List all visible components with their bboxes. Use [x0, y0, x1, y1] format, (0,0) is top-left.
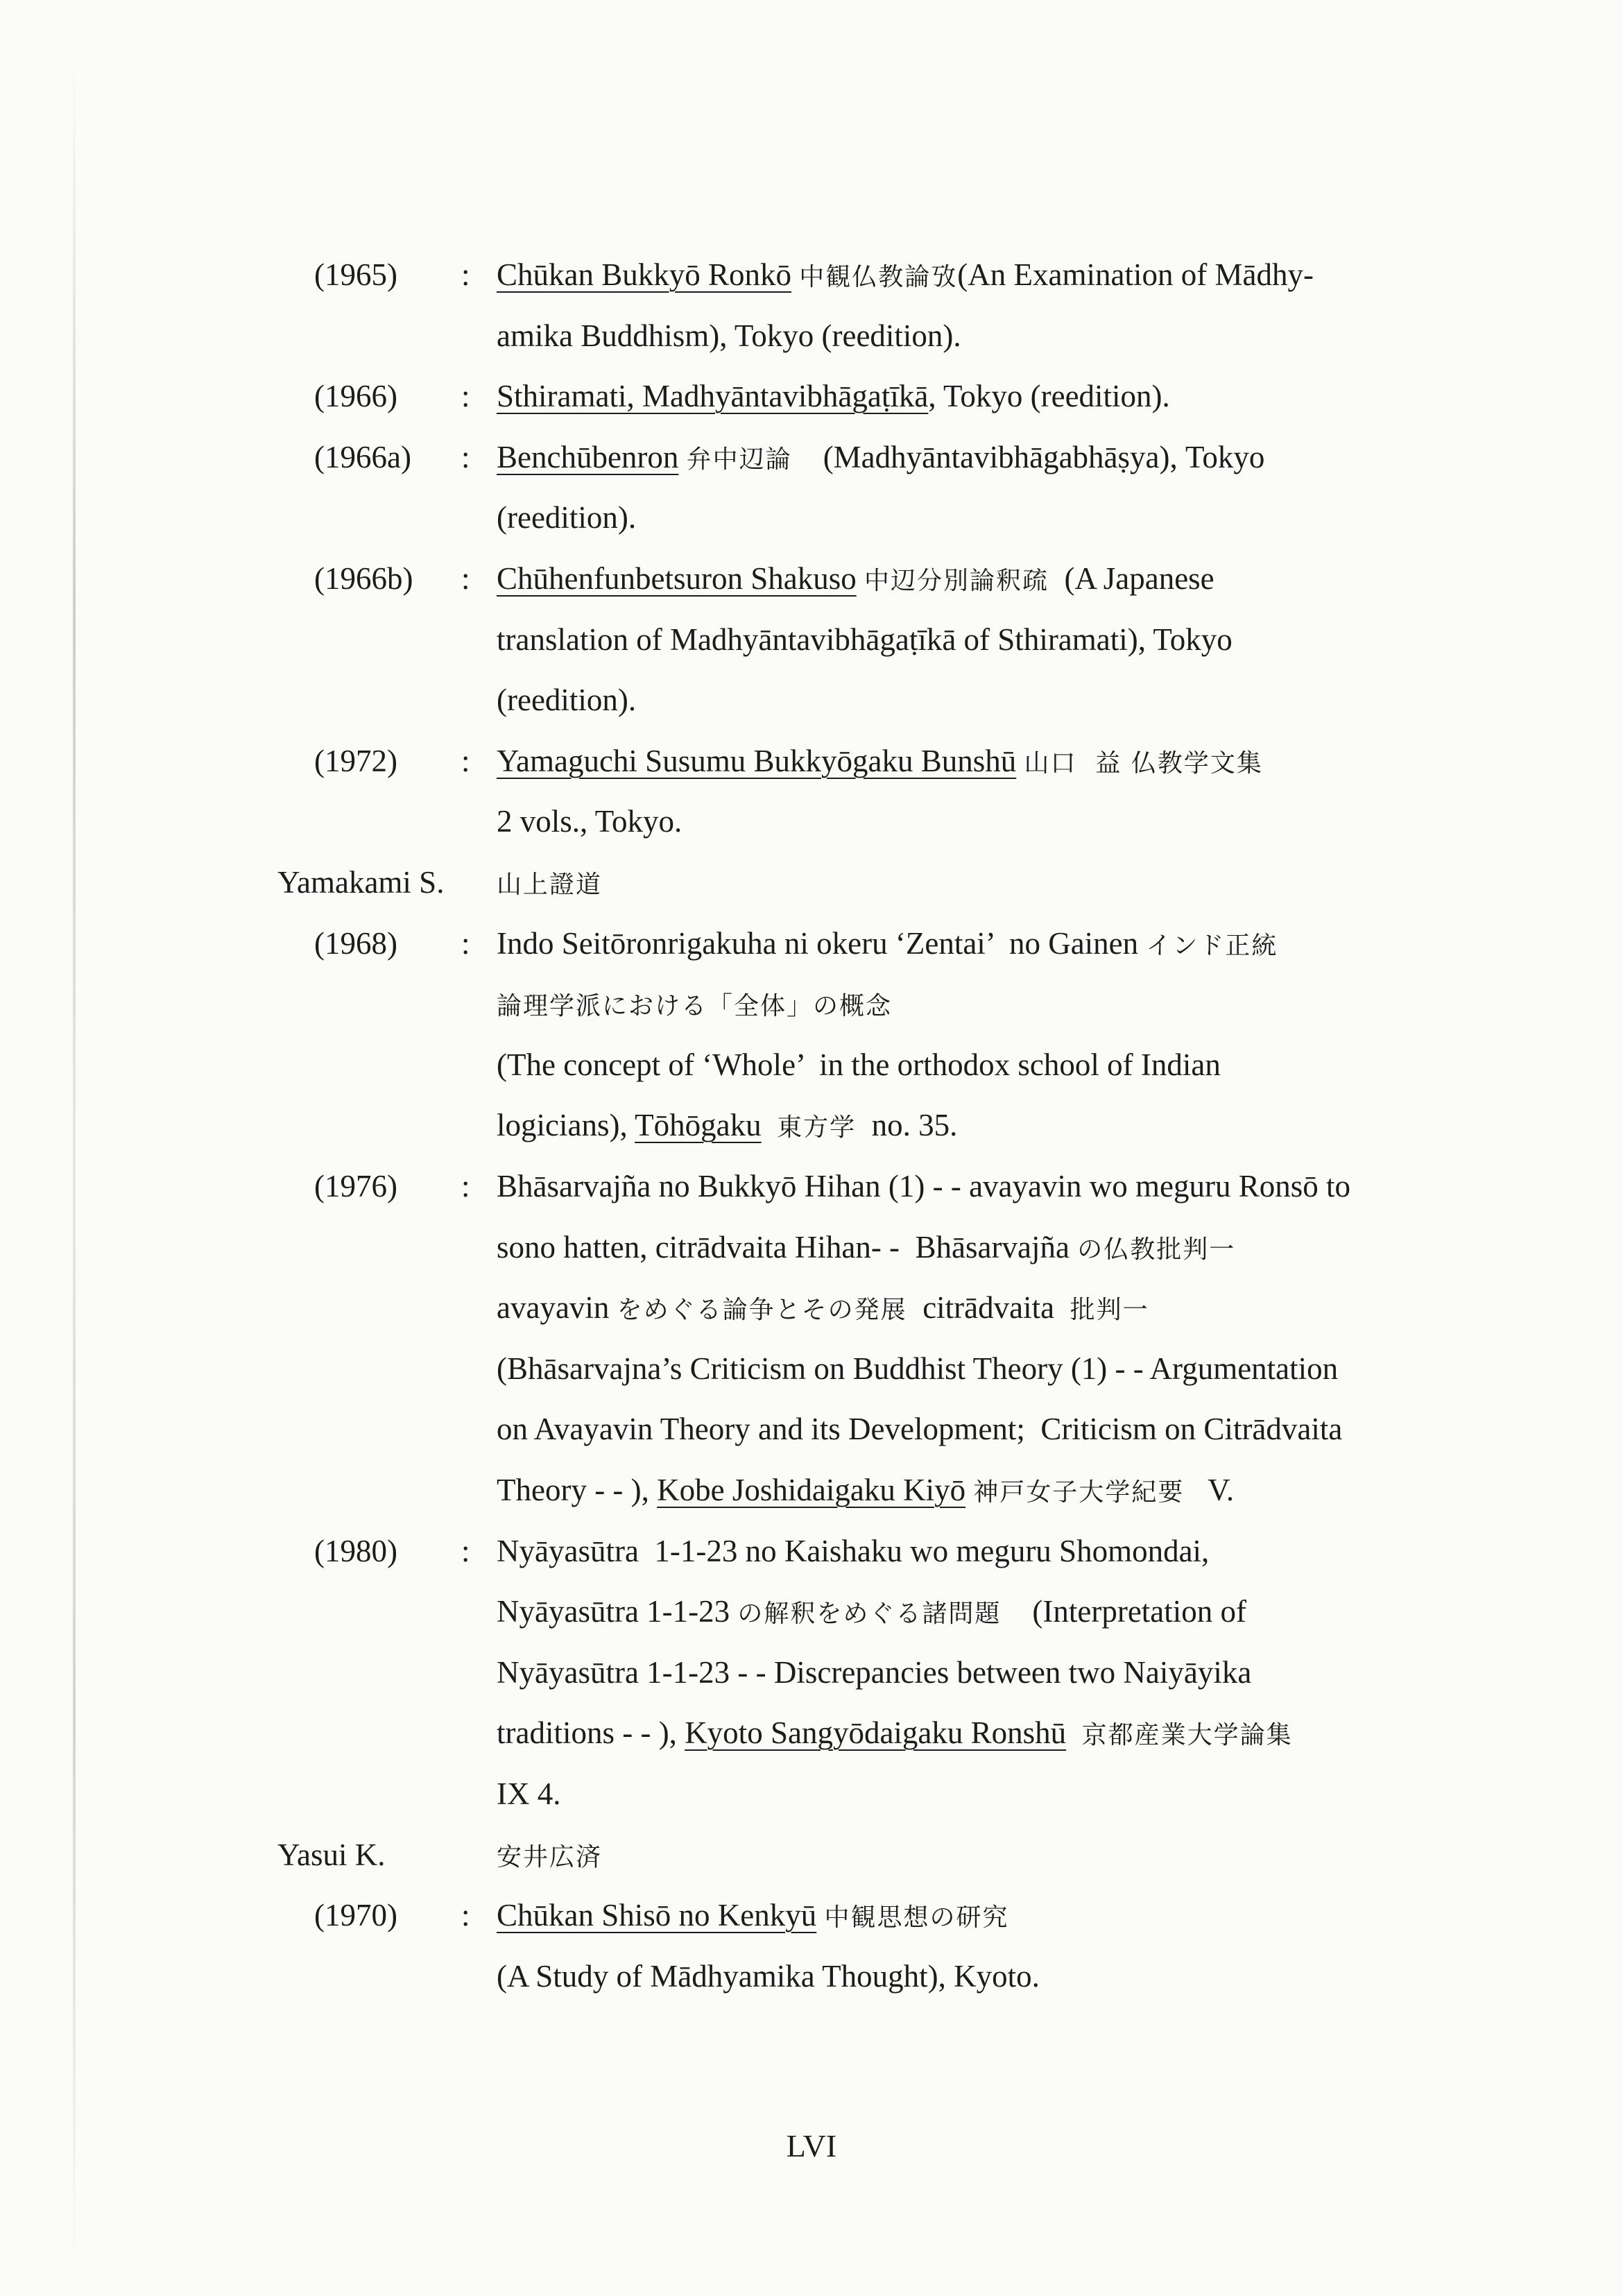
entry-fragment: (The concept of ‘Whole’ in the orthodox school of Indian	[497, 1047, 1221, 1082]
entry-text	[497, 1946, 1040, 2007]
entry-fragment	[791, 257, 799, 292]
bibliography-line	[0, 1885, 1623, 1946]
entry-fragment: (An Examination of Mādhy-	[957, 257, 1314, 292]
entry-text	[497, 548, 1214, 612]
entry-year: (1980)	[314, 1534, 397, 1568]
entry-fragment	[857, 561, 864, 596]
underlined-title: Kyoto Sangyōdaigaku Ronshū	[685, 1715, 1067, 1750]
entry-text	[497, 305, 961, 366]
entry-fragment: logicians),	[497, 1108, 635, 1142]
entry-text	[497, 1642, 1251, 1703]
entry-year: (1966a)	[314, 440, 411, 474]
entry-colon: :	[461, 1534, 470, 1568]
entry-text	[497, 1824, 602, 1888]
entry-fragment: (A Japanese	[1048, 561, 1214, 596]
entry-colon: :	[461, 1898, 470, 1933]
entry-fragment	[816, 1898, 824, 1933]
entry-fragment: translation of Madhyāntavibhāgaṭīkā of Sthiramati), Tokyo	[497, 622, 1233, 657]
entry-year: (1972)	[314, 744, 397, 778]
entry-fragment: Theory - - ),	[497, 1473, 658, 1507]
entry-text	[497, 1520, 1209, 1582]
entry-colon: :	[461, 440, 470, 474]
entry-fragment: (reedition).	[497, 500, 637, 535]
entry-text	[497, 427, 1264, 490]
entry-colon: :	[461, 561, 470, 596]
entry-text	[497, 1763, 560, 1824]
entry-text	[497, 852, 602, 916]
entry-fragment: (reedition).	[497, 683, 637, 717]
bibliography-line	[0, 1581, 1623, 1642]
japanese-title: 批判一	[1070, 1296, 1149, 1324]
entry-text	[497, 1702, 1293, 1766]
entry-text	[497, 487, 636, 548]
entry-year: (1966b)	[314, 561, 413, 596]
bibliography-line	[0, 669, 1623, 730]
entry-fragment	[762, 1108, 778, 1142]
japanese-title: インド正統	[1146, 932, 1278, 960]
entry-text	[497, 1581, 1246, 1645]
bibliography-line	[0, 1338, 1623, 1399]
underlined-title: Sthiramati, Madhyāntavibhāgaṭīkā	[497, 379, 929, 413]
entry-text	[497, 730, 1263, 794]
entry-fragment: amika Buddhism), Tokyo (reedition).	[497, 318, 961, 353]
bibliography-line	[0, 366, 1623, 427]
entry-colon: :	[461, 744, 470, 778]
entry-fragment	[678, 440, 686, 474]
japanese-title: 中観仏教論攷	[799, 263, 958, 291]
entry-fragment: (A Study of Mādhyamika Thought), Kyoto.	[497, 1959, 1040, 1994]
bibliography-line	[0, 427, 1623, 488]
entry-fragment: avayavin	[497, 1290, 617, 1325]
entry-fragment: Indo Seitōronrigakuha ni okeru ‘Zentai’ no Gainen	[497, 926, 1147, 961]
author-name: Yamakami S.	[277, 865, 445, 900]
japanese-title: 神戸女子大学紀要	[973, 1478, 1185, 1507]
entry-fragment: Nyāyasūtra 1-1-23 - - Discrepancies between two Naiyāyika	[497, 1655, 1252, 1690]
bibliography-line	[0, 913, 1623, 974]
entry-colon: :	[461, 926, 470, 961]
entry-text	[497, 1338, 1338, 1399]
entry-text	[497, 973, 892, 1037]
bibliography-line	[0, 1277, 1623, 1338]
entry-fragment: IX 4.	[497, 1776, 561, 1811]
underlined-title: Kobe Joshidaigaku Kiyō	[657, 1473, 966, 1507]
entry-fragment: Bhāsarvajña no Bukkyō Hihan (1) - - avayavin wo meguru Ronsō to	[497, 1169, 1350, 1203]
entry-text	[497, 366, 1170, 427]
entry-fragment	[1066, 1715, 1082, 1750]
bibliography-line	[0, 1217, 1623, 1278]
entry-fragment: citrādvaita	[907, 1290, 1070, 1325]
entry-fragment: sono hatten, citrādvaita Hihan- - Bhāsarvajña	[497, 1230, 1078, 1265]
underlined-title: Benchūbenron	[497, 440, 679, 474]
bibliography-line	[0, 487, 1623, 548]
entry-year: (1976)	[314, 1169, 397, 1203]
bibliography-line	[0, 1398, 1623, 1459]
japanese-title: 東方学	[777, 1113, 857, 1142]
underlined-title: Chūkan Bukkyō Ronkō	[497, 257, 792, 292]
japanese-title: 中観思想の研究	[824, 1903, 1009, 1932]
japanese-title: の解釈をめぐる諸問題	[737, 1600, 1002, 1628]
entry-fragment: traditions - - ),	[497, 1715, 685, 1750]
bibliography-line	[0, 973, 1623, 1034]
entry-fragment: no. 35.	[856, 1108, 958, 1142]
japanese-title: 論理学派における「全体」の概念	[497, 992, 893, 1020]
underlined-title: Tōhōgaku	[635, 1108, 762, 1142]
bibliography-line	[0, 1824, 1623, 1885]
japanese-title: 山上證道	[497, 871, 603, 899]
entry-year: (1968)	[314, 926, 397, 961]
entry-year: (1966)	[314, 379, 397, 413]
entry-fragment: (Madhyāntavibhāgabhāṣya), Tokyo	[791, 440, 1265, 474]
entry-text	[497, 1459, 1234, 1523]
entry-year: (1965)	[314, 257, 397, 292]
japanese-title: 安井広済	[497, 1843, 603, 1871]
entry-colon: :	[461, 1169, 470, 1203]
entry-text	[497, 1885, 1009, 1948]
entry-fragment: 2 vols., Tokyo.	[497, 804, 682, 839]
author-name: Yasui K.	[277, 1837, 386, 1872]
entry-text	[497, 1217, 1235, 1280]
entry-text	[497, 1398, 1342, 1459]
bibliography-line	[0, 1459, 1623, 1520]
entry-fragment	[1016, 744, 1024, 778]
entry-fragment: Nyāyasūtra 1-1-23	[497, 1594, 738, 1629]
entry-colon: :	[461, 379, 470, 413]
bibliography-line	[0, 305, 1623, 366]
japanese-title: 京都産業大学論集	[1081, 1721, 1293, 1749]
entry-fragment	[965, 1473, 973, 1507]
underlined-title: Chūkan Shisō no Kenkyū	[497, 1898, 817, 1933]
underlined-title: Chūhenfunbetsuron Shakuso	[497, 561, 857, 596]
underlined-title: Yamaguchi Susumu Bukkyōgaku Bunshū	[497, 744, 1017, 778]
entry-text	[497, 609, 1233, 670]
entry-colon: :	[461, 257, 470, 292]
bibliography-line	[0, 244, 1623, 305]
bibliography-line	[0, 730, 1623, 791]
bibliography-line	[0, 791, 1623, 852]
entry-text	[497, 791, 682, 852]
japanese-title: 弁中辺論	[686, 445, 792, 474]
page-number: LVI	[786, 2128, 837, 2164]
entry-fragment: Nyāyasūtra 1-1-23 no Kaishaku wo meguru Shomondai,	[497, 1534, 1210, 1568]
entry-fragment: , Tokyo (reedition).	[928, 379, 1170, 413]
bibliography-line	[0, 1034, 1623, 1095]
entry-fragment: V.	[1184, 1473, 1235, 1507]
entry-year: (1970)	[314, 1898, 397, 1933]
entry-fragment: on Avayavin Theory and its Development; Criticism on Citrādvaita	[497, 1412, 1343, 1446]
japanese-title: 山口 益 仏教学文集	[1024, 749, 1263, 778]
japanese-title: の仏教批判一	[1077, 1235, 1236, 1264]
japanese-title: をめぐる論争とその発展	[617, 1296, 907, 1324]
entry-text	[497, 244, 1314, 308]
bibliography-line	[0, 548, 1623, 609]
bibliography-line	[0, 1156, 1623, 1217]
entry-text	[497, 669, 636, 730]
bibliography-line	[0, 1095, 1623, 1156]
bibliography-line	[0, 609, 1623, 670]
bibliography-line	[0, 1642, 1623, 1703]
entry-fragment: (Interpretation of	[1001, 1594, 1247, 1629]
japanese-title: 中辺分別論釈疏	[864, 567, 1049, 595]
entry-text	[497, 913, 1278, 977]
entry-text	[497, 1034, 1221, 1095]
entry-text	[497, 1277, 1149, 1341]
bibliography-line	[0, 1702, 1623, 1763]
bibliography-line	[0, 852, 1623, 913]
entry-text	[497, 1156, 1350, 1217]
bibliography-line	[0, 1946, 1623, 2007]
bibliography-line	[0, 1520, 1623, 1582]
entry-text	[497, 1095, 957, 1158]
entry-fragment: (Bhāsarvajna’s Criticism on Buddhist Theory (1) - - Argumentation	[497, 1351, 1339, 1386]
bibliography-line	[0, 1763, 1623, 1824]
